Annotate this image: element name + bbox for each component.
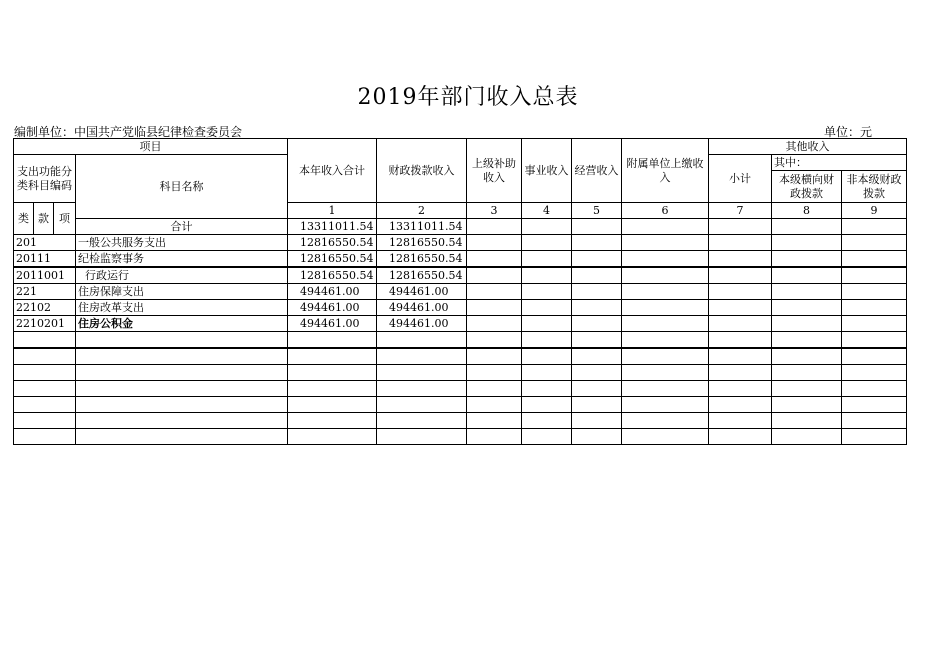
empty-cell [709, 429, 772, 445]
empty-cell [709, 365, 772, 381]
row-name: 住房改革支出 [76, 300, 288, 316]
empty-row [14, 365, 907, 381]
empty-cell [377, 429, 467, 445]
empty-cell [709, 413, 772, 429]
empty-cell [377, 397, 467, 413]
page-title: 2019年部门收入总表 [357, 85, 579, 110]
empty-cell [842, 397, 907, 413]
col-num: 8 [772, 203, 842, 219]
empty-cell [622, 397, 709, 413]
empty-cell [772, 332, 842, 349]
table-row [14, 267, 907, 284]
header-other-income: 其他收入 [709, 139, 907, 155]
col-num: 5 [572, 203, 622, 219]
empty-cell [522, 284, 572, 300]
empty-cell [377, 332, 467, 349]
empty-cell [467, 267, 522, 284]
row-code: 2210201 [14, 316, 76, 332]
empty-cell [772, 381, 842, 397]
empty-cell [622, 284, 709, 300]
empty-cell [467, 235, 522, 251]
table-row [14, 300, 907, 316]
header-operating: 经营收入 [572, 139, 622, 203]
empty-cell [14, 332, 76, 349]
empty-cell [622, 348, 709, 365]
empty-cell [76, 365, 288, 381]
empty-cell [622, 267, 709, 284]
empty-cell [772, 316, 842, 332]
table-row [14, 251, 907, 268]
header-subtotal: 小计 [709, 155, 772, 203]
empty-cell [522, 235, 572, 251]
empty-cell [522, 397, 572, 413]
empty-cell [842, 365, 907, 381]
empty-cell [522, 300, 572, 316]
empty-cell [709, 235, 772, 251]
empty-cell [572, 348, 622, 365]
row-fiscal-value: 494461.00 [377, 300, 467, 316]
unit-label: 单位：元 [824, 125, 873, 139]
empty-cell [772, 429, 842, 445]
header-affiliated: 附属单位上缴收入 [622, 139, 709, 203]
row-name: 行政运行 [76, 267, 288, 284]
row-total-value: 494461.00 [288, 300, 377, 316]
empty-cell [76, 413, 288, 429]
empty-cell [709, 284, 772, 300]
empty-cell [772, 365, 842, 381]
total-row [14, 219, 907, 235]
row-fiscal-value: 494461.00 [377, 284, 467, 300]
total-label: 合计 [76, 219, 288, 235]
empty-cell [467, 284, 522, 300]
empty-cell [572, 381, 622, 397]
empty-cell [772, 235, 842, 251]
row-total-value: 12816550.54 [288, 251, 377, 268]
empty-cell [467, 251, 522, 268]
empty-cell [709, 316, 772, 332]
empty-cell [14, 381, 76, 397]
empty-row [14, 332, 907, 349]
row-fiscal-value: 494461.00 [377, 316, 467, 332]
empty-cell [288, 429, 377, 445]
empty-cell [709, 348, 772, 365]
empty-cell [467, 429, 522, 445]
empty-cell [467, 381, 522, 397]
empty-row [14, 397, 907, 413]
row-fiscal-value: 12816550.54 [377, 251, 467, 268]
empty-cell [842, 284, 907, 300]
empty-cell [377, 413, 467, 429]
empty-cell [572, 429, 622, 445]
header-total-income: 本年收入合计 [288, 139, 377, 203]
col-num: 2 [377, 203, 467, 219]
empty-cell [467, 413, 522, 429]
empty-cell [709, 267, 772, 284]
header-func-code: 支出功能分类科目编码 [14, 155, 76, 203]
header-business: 事业收入 [522, 139, 572, 203]
row-code: 20111 [14, 251, 76, 268]
empty-cell [572, 251, 622, 268]
total-income-value: 13311011.54 [288, 219, 377, 235]
table-row [14, 235, 907, 251]
col-num: 7 [709, 203, 772, 219]
header-xiang: 项 [54, 203, 76, 235]
table-row [14, 284, 907, 300]
empty-cell [467, 397, 522, 413]
row-name: 纪检监察事务 [76, 251, 288, 268]
empty-cell [467, 300, 522, 316]
empty-cell [288, 332, 377, 349]
header-non-same-level: 非本级财政拨款 [842, 171, 907, 203]
empty-row [14, 429, 907, 445]
row-total-value: 494461.00 [288, 284, 377, 300]
empty-cell [842, 267, 907, 284]
income-table [13, 138, 907, 445]
empty-cell [377, 348, 467, 365]
empty-cell [842, 348, 907, 365]
empty-cell [772, 397, 842, 413]
empty-cell [288, 397, 377, 413]
empty-cell [572, 316, 622, 332]
empty-cell [14, 397, 76, 413]
empty-cell [622, 332, 709, 349]
empty-cell [522, 429, 572, 445]
empty-cell [842, 251, 907, 268]
empty-cell [288, 381, 377, 397]
row-code: 201 [14, 235, 76, 251]
header-of-which: 其中： [772, 155, 907, 171]
empty-cell [622, 365, 709, 381]
empty-cell [572, 284, 622, 300]
header-kuan: 款 [34, 203, 54, 235]
empty-cell [572, 332, 622, 349]
row-code: 221 [14, 284, 76, 300]
empty-cell [842, 300, 907, 316]
empty-cell [842, 381, 907, 397]
empty-cell [772, 348, 842, 365]
empty-cell [772, 300, 842, 316]
col-num: 4 [522, 203, 572, 219]
empty-cell [14, 429, 76, 445]
total-fiscal-value: 13311011.54 [377, 219, 467, 235]
empty-cell [572, 300, 622, 316]
empty-cell [622, 316, 709, 332]
col-num: 1 [288, 203, 377, 219]
empty-cell [76, 332, 288, 349]
empty-cell [76, 381, 288, 397]
row-total-value: 12816550.54 [288, 235, 377, 251]
empty-cell [288, 413, 377, 429]
empty-cell [14, 348, 76, 365]
row-name: 一般公共服务支出 [76, 235, 288, 251]
empty-cell [842, 235, 907, 251]
empty-cell [842, 332, 907, 349]
empty-cell [377, 381, 467, 397]
empty-cell [14, 413, 76, 429]
row-fiscal-value: 12816550.54 [377, 235, 467, 251]
empty-cell [622, 413, 709, 429]
empty-cell [709, 251, 772, 268]
empty-cell [288, 348, 377, 365]
header-fiscal: 财政拨款收入 [377, 139, 467, 203]
empty-cell [76, 348, 288, 365]
header-item: 项目 [14, 139, 288, 155]
empty-cell [522, 267, 572, 284]
empty-cell [842, 316, 907, 332]
empty-cell [772, 251, 842, 268]
empty-cell [76, 429, 288, 445]
row-total-value: 12816550.54 [288, 267, 377, 284]
empty-row [14, 381, 907, 397]
row-name: 住房保障支出 [76, 284, 288, 300]
empty-cell [622, 381, 709, 397]
empty-row [14, 348, 907, 365]
empty-cell [572, 365, 622, 381]
header-lei: 类 [14, 203, 34, 235]
row-fiscal-value: 12816550.54 [377, 267, 467, 284]
empty-cell [467, 332, 522, 349]
row-total-value: 494461.00 [288, 316, 377, 332]
empty-cell [622, 251, 709, 268]
row-name: 住房公积金 [76, 316, 288, 332]
empty-row [14, 413, 907, 429]
empty-cell [709, 332, 772, 349]
empty-cell [467, 316, 522, 332]
col-num: 3 [467, 203, 522, 219]
org-label: 编制单位：中国共产党临县纪律检查委员会 [14, 125, 243, 139]
empty-cell [522, 251, 572, 268]
empty-cell [467, 348, 522, 365]
empty-cell [772, 284, 842, 300]
empty-cell [522, 332, 572, 349]
table-row [14, 316, 907, 332]
empty-cell [772, 413, 842, 429]
empty-cell [572, 413, 622, 429]
empty-cell [572, 397, 622, 413]
empty-cell [522, 348, 572, 365]
row-code: 2011001 [14, 267, 76, 284]
col-num: 9 [842, 203, 907, 219]
empty-cell [522, 316, 572, 332]
empty-cell [76, 397, 288, 413]
empty-cell [377, 365, 467, 381]
header-same-level: 本级横向财政拨款 [772, 171, 842, 203]
header-superior: 上级补助收入 [467, 139, 522, 203]
col-num: 6 [622, 203, 709, 219]
empty-cell [842, 429, 907, 445]
empty-cell [14, 365, 76, 381]
empty-cell [522, 413, 572, 429]
empty-cell [467, 365, 522, 381]
empty-cell [622, 300, 709, 316]
empty-cell [522, 365, 572, 381]
empty-cell [709, 397, 772, 413]
empty-cell [522, 381, 572, 397]
empty-cell [709, 300, 772, 316]
empty-cell [572, 235, 622, 251]
empty-cell [622, 235, 709, 251]
empty-cell [709, 381, 772, 397]
row-code: 22102 [14, 300, 76, 316]
empty-cell [622, 429, 709, 445]
empty-cell [288, 365, 377, 381]
empty-cell [572, 267, 622, 284]
empty-cell [772, 267, 842, 284]
empty-cell [842, 413, 907, 429]
header-subject-name: 科目名称 [76, 155, 288, 219]
